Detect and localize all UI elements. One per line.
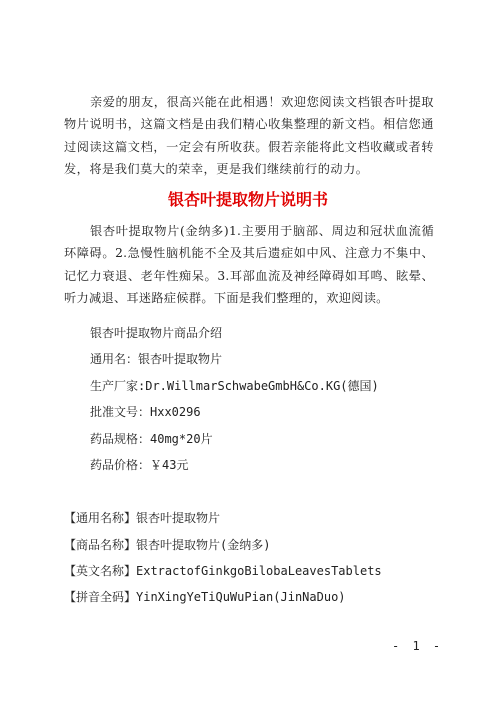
trade-name-field: 【商品名称】银杏叶提取物片(金纳多) [64,538,271,552]
approval-number-line: 批准文号：Hxx0296 [90,405,201,419]
product-intro-heading: 银杏叶提取物片商品介绍 [90,326,223,340]
generic-name-line: 通用名：银杏叶提取物片 [90,352,223,366]
specification-line: 药品规格：40mg*20片 [90,432,213,446]
summary-paragraph: 银杏叶提取物片(金纳多)1.主要用于脑部、周边和冠状血流循环障碍。2.急慢性脑机能不全及其后遗症如中风、注意力不集中、记忆力衰退、老年性痴呆。3.耳部血流及神经障碍如耳鸣、眩晕、听力减退、耳迷路症候群。下面是我们整理的，欢迎阅读。 [64,224,434,305]
manufacturer-line: 生产厂家:Dr.WillmarSchwabeGmbH&Co.KG(德国) [90,379,379,393]
price-line: 药品价格：￥43元 [90,458,189,472]
page-number: - 1 - [392,639,444,653]
english-name-field: 【英文名称】ExtractofGinkgoBilobaLeavesTablets [64,564,382,578]
pinyin-field: 【拼音全码】YinXingYeTiQuWuPian(JinNaDuo) [64,590,346,604]
document-title: 银杏叶提取物片说明书 [167,190,328,209]
intro-paragraph: 亲爱的朋友，很高兴能在此相遇！欢迎您阅读文档银杏叶提取物片说明书，这篇文档是由我们精心收集整理的新文档。相信您通过阅读这篇文档，一定会有所收获。假若亲能将此文档收藏或者转发，将是我们莫大的荣幸，更是我们继续前行的动力。 [64,95,434,176]
generic-name-field: 【通用名称】银杏叶提取物片 [64,511,221,525]
